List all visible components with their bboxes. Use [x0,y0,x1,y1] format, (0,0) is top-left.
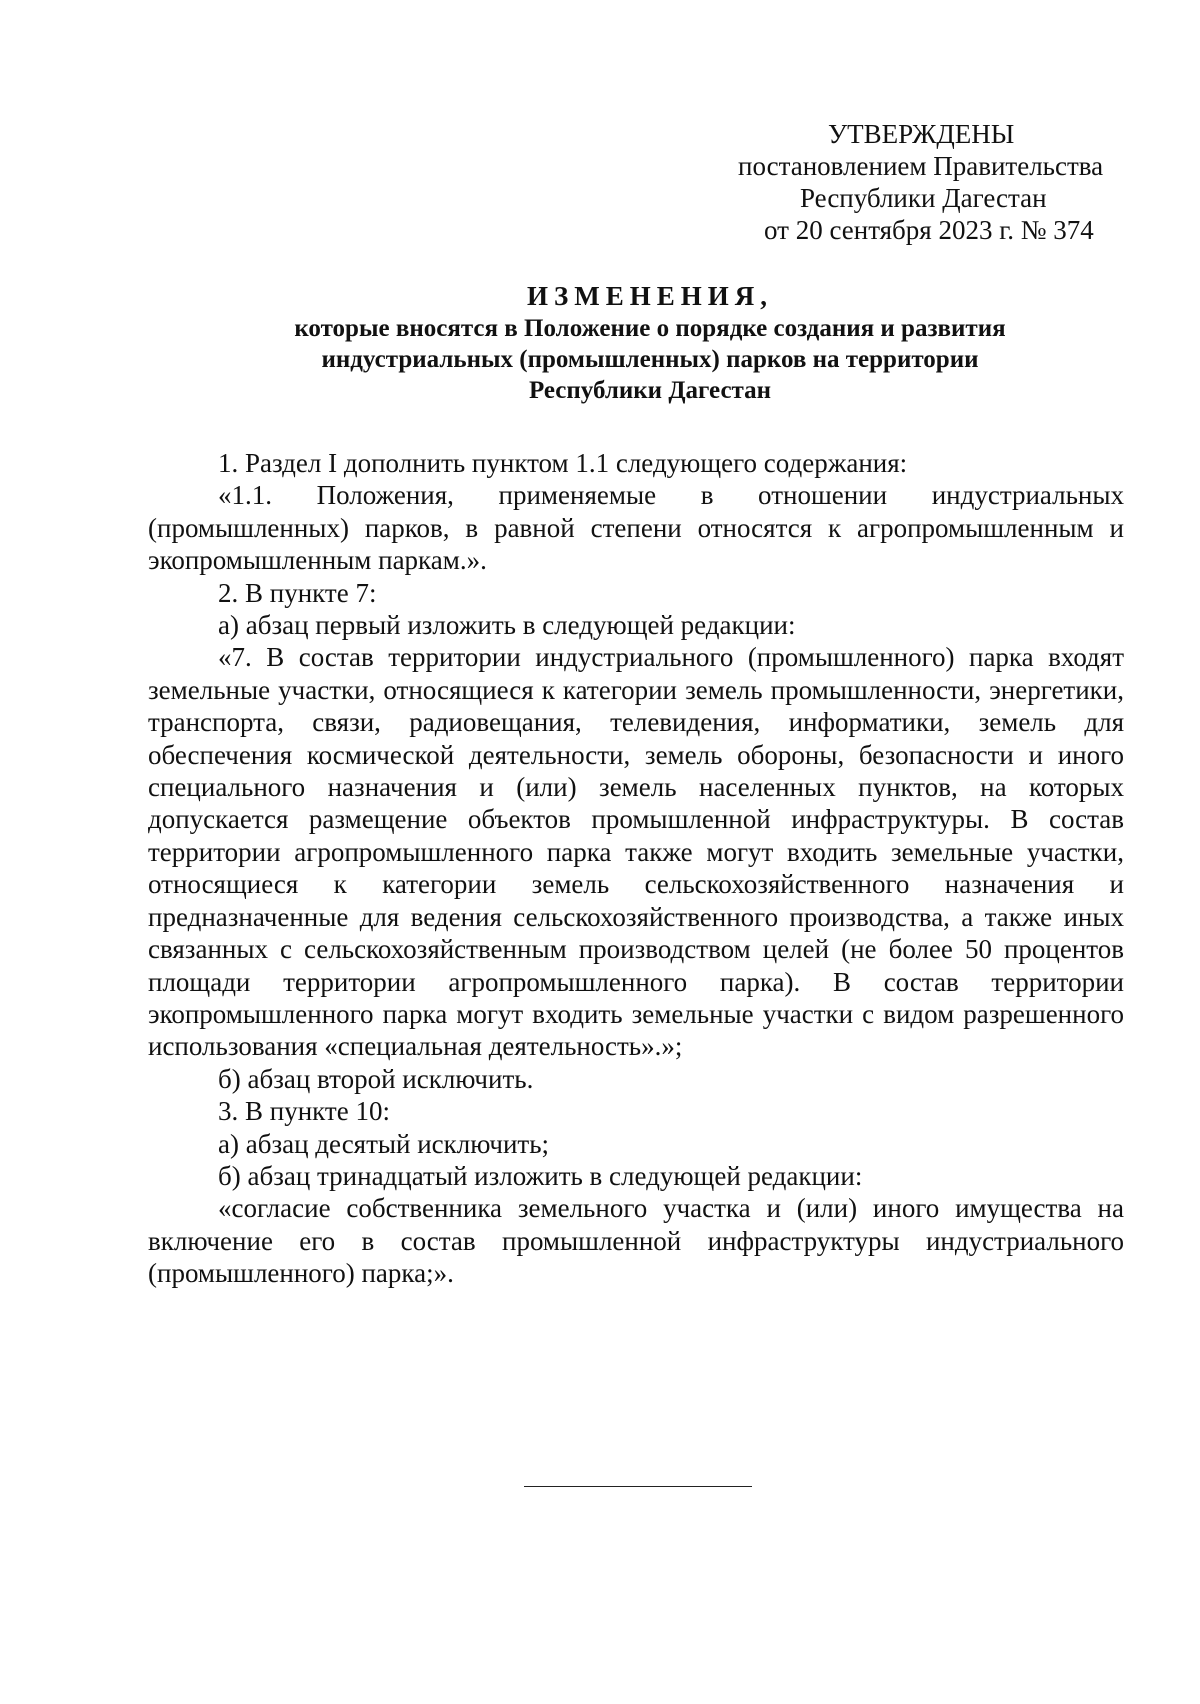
paragraph-quote-7: «7. В состав территории индустриального (промышленного) парка входят земельные участки, относящиеся к категории земель промышленности, энергетики, транспорта, связи, радиовещания, телевидения, информатики, земель для обеспечения космической деятельности, земель обороны, безопасности и иного специального назначения и (или) земель населенных пунктов, на которых допускается размещение объектов промышленной инфраструктуры. В состав территории агропромышленного парка также могут входить земельные участки, относящиеся к категории земель сельскохозяйственного назначения и предназначенные для ведения сельскохозяйственного производства, а также иных связанных с сельскохозяйственным производством целей (не более 50 процентов площади территории агропромышленного парка). В состав территории экопромышленного парка могут входить земельные участки с видом разрешенного использования «специальная деятельность».»; [148,642,1124,1062]
document-title: ИЗМЕНЕНИЯ, [526,281,773,311]
paragraph-item-3a: а) абзац десятый исключить; [218,1128,550,1159]
document-body [148,447,1124,1290]
approval-block [700,118,1160,246]
approval-stamp-title: УТВЕРЖДЕНЫ [828,119,1015,149]
approval-issuer: постановлением Правительства [738,151,1104,181]
paragraph-item-3: 3. В пункте 10: [218,1096,390,1127]
paragraph-item-1: 1. Раздел I дополнить пунктом 1.1 следующего содержания: [218,448,908,478]
document-subtitle-line-1: которые вносятся в Положение о порядке создания и развития [294,315,1006,342]
document-subtitle-line-2: индустриальных (промышленных) парков на территории [321,346,979,373]
document-heading [150,279,1150,406]
paragraph-item-2b: б) абзац второй исключить. [218,1063,534,1094]
paragraph-quote-consent: «согласие собственника земельного участка и (или) иного имущества на включение его в состав промышленной инфраструктуры индустриального (промышленного) парка;». [148,1193,1124,1289]
approval-date-number: от 20 сентября 2023 г. № 374 [764,215,1094,245]
document-subtitle-line-3: Республики Дагестан [528,377,772,404]
paragraph-item-2a: а) абзац первый изложить в следующей редакции: [218,610,796,641]
paragraph-item-3b: б) абзац тринадцатый изложить в следующей редакции: [218,1160,863,1191]
closing-separator-line [524,1486,752,1487]
approval-region: Республики Дагестан [800,183,1047,213]
paragraph-item-2: 2. В пункте 7: [218,577,377,608]
paragraph-quote-1-1: «1.1. Положения, применяемые в отношении индустриальных (промышленных) парков, в равной степени относятся к агропромышленным и экопромышленным паркам.». [148,480,1124,576]
